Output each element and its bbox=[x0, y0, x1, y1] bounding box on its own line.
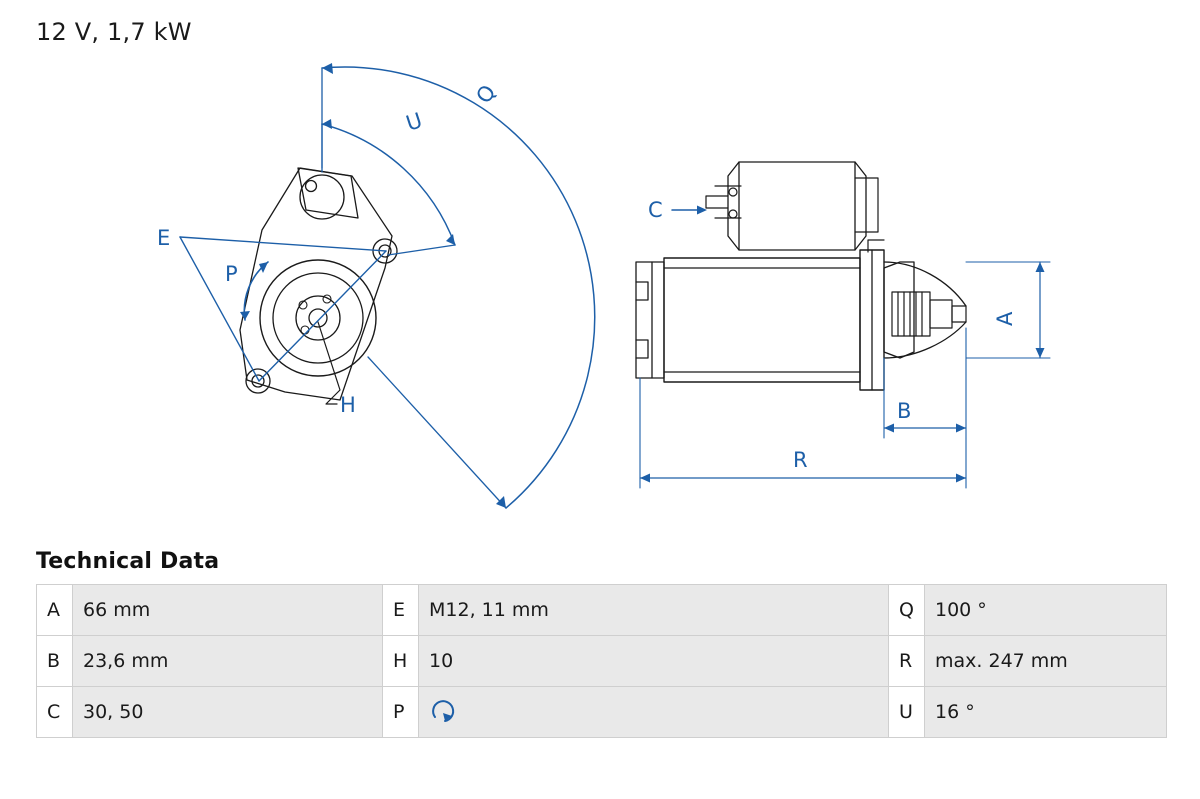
row-value-a: 66 mm bbox=[73, 585, 383, 636]
label-r: R bbox=[793, 448, 808, 472]
label-b: B bbox=[897, 399, 912, 423]
row-value-b: 23,6 mm bbox=[73, 636, 383, 687]
row-key-e: E bbox=[383, 585, 419, 636]
label-u: U bbox=[403, 108, 426, 136]
row-key-b: B bbox=[37, 636, 73, 687]
technical-data-table bbox=[36, 584, 1167, 738]
table-row bbox=[37, 585, 1167, 636]
side-view-drawing bbox=[636, 162, 1050, 488]
row-key-r: R bbox=[889, 636, 925, 687]
page-title: 12 V, 1,7 kW bbox=[36, 18, 192, 46]
row-value-e: M12, 11 mm bbox=[419, 585, 889, 636]
table-row bbox=[37, 636, 1167, 687]
label-h: H bbox=[340, 393, 356, 417]
row-key-a: A bbox=[37, 585, 73, 636]
technical-data-section bbox=[36, 545, 1166, 738]
row-value-q: 100 ° bbox=[925, 585, 1167, 636]
label-q: Q bbox=[471, 80, 501, 108]
front-view-drawing bbox=[157, 63, 595, 508]
row-key-h: H bbox=[383, 636, 419, 687]
row-value-u: 16 ° bbox=[925, 687, 1167, 738]
rotation-direction-icon bbox=[429, 699, 459, 725]
label-e: E bbox=[157, 226, 171, 250]
row-value-c: 30, 50 bbox=[73, 687, 383, 738]
row-value-h: 10 bbox=[419, 636, 889, 687]
row-key-q: Q bbox=[889, 585, 925, 636]
row-value-p bbox=[419, 687, 889, 738]
label-c: C bbox=[648, 198, 663, 222]
label-p: P bbox=[225, 262, 238, 286]
row-value-r: max. 247 mm bbox=[925, 636, 1167, 687]
row-key-u: U bbox=[889, 687, 925, 738]
table-row bbox=[37, 687, 1167, 738]
label-a: A bbox=[993, 311, 1017, 326]
technical-data-heading: Technical Data bbox=[36, 549, 220, 574]
row-key-c: C bbox=[37, 687, 73, 738]
row-key-p: P bbox=[383, 687, 419, 738]
